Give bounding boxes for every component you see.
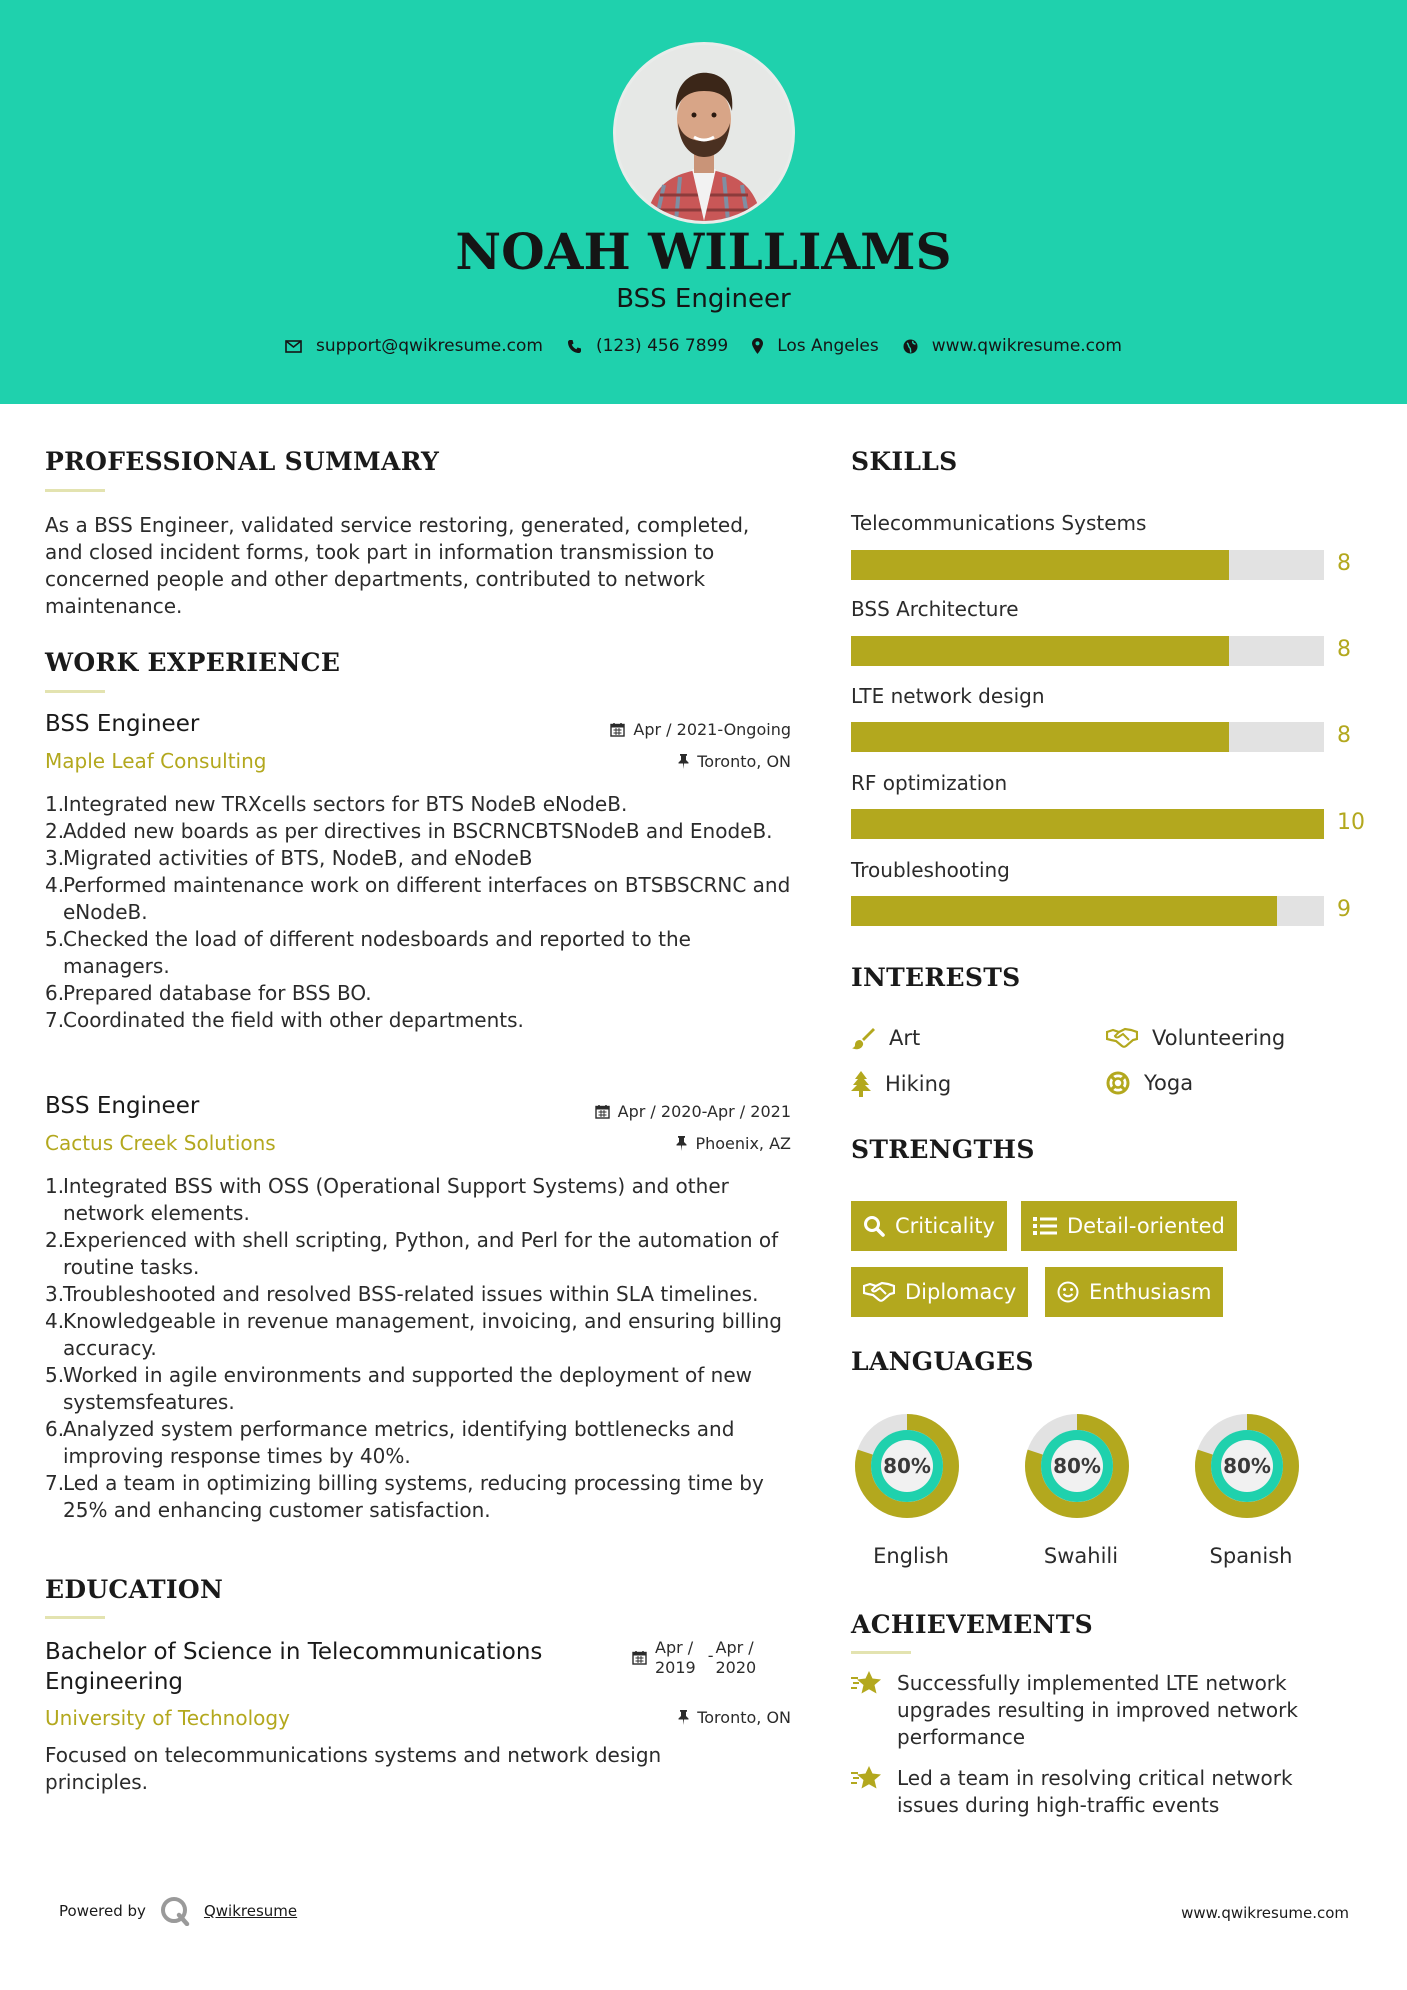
job-dates-text: Apr / 2020-Apr / 2021: [617, 1102, 791, 1121]
tree-icon: [851, 1071, 871, 1097]
education-dates: [632, 1638, 756, 1678]
skill-bar: [851, 896, 1324, 926]
map-marker-icon: [752, 338, 763, 354]
language-name: Spanish: [1209, 1544, 1293, 1568]
handshake-icon: [1106, 1027, 1138, 1049]
website-text: www.qwikresume.com: [931, 336, 1122, 356]
education-description: Focused on telecommunications systems and network design principles.: [45, 1743, 662, 1794]
strength-badge: [851, 1201, 1007, 1251]
resume-header: [0, 0, 1407, 404]
list-item: 4. Knowledgeable in revenue management, invoicing, and ensuring billing accuracy.: [45, 1309, 782, 1360]
skill-bar-fill: [851, 809, 1324, 839]
language-name: English: [873, 1544, 949, 1568]
achievement-item: [851, 1670, 1341, 1751]
list-item: 5. Checked the load of different nodesboards and reported to the managers.: [45, 927, 691, 978]
list-item: 3. Troubleshooted and resolved BSS-related issues within SLA timelines.: [45, 1282, 759, 1306]
date-separator: -: [707, 1646, 714, 1665]
list-item: 1. Integrated BSS with OSS (Operational Support Systems) and other network elements.: [45, 1174, 729, 1225]
education-heading: EDUCATION: [45, 1575, 224, 1604]
phone-icon: [567, 339, 582, 354]
language-name: Swahili: [1043, 1544, 1119, 1568]
location-text: Los Angeles: [777, 336, 879, 356]
achievements-rule: [851, 1651, 911, 1654]
job-duties-list: [45, 791, 800, 1034]
globe-icon: [903, 339, 918, 354]
summary-rule: [45, 489, 105, 492]
skill-bar-fill: [851, 636, 1229, 666]
education-start-month: Apr /: [655, 1638, 694, 1657]
job-location-text: Toronto, ON: [697, 752, 791, 771]
powered-by-text: Powered by: [59, 1902, 146, 1920]
skill-value: 9: [1337, 897, 1351, 922]
language-donut: [855, 1414, 959, 1518]
language-donut: [1025, 1414, 1129, 1518]
footer-powered-by: [59, 1896, 297, 1926]
paintbrush-icon: [851, 1026, 875, 1050]
smile-icon: [1057, 1281, 1079, 1303]
list-item: 2. Added new boards as per directives in BSCRNCBTSNodeB and EnodeB.: [45, 819, 773, 843]
profile-photo: [613, 42, 795, 224]
star-icon: [851, 1765, 883, 1791]
achievements-heading: ACHIEVEMENTS: [851, 1610, 1093, 1639]
qwikresume-link[interactable]: Qwikresume: [203, 1902, 298, 1920]
school-name: University of Technology: [45, 1706, 290, 1730]
interest-label: Volunteering: [1152, 1026, 1286, 1050]
job-title: BSS Engineer: [45, 1093, 200, 1119]
education-location-text: Toronto, ON: [697, 1708, 791, 1727]
summary-heading: PROFESSIONAL SUMMARY: [45, 447, 440, 476]
summary-text: As a BSS Engineer, validated service restoring, generated, completed, and closed incident forms, took part in information transmission to concerned people and other departments, contributed to network maintenance.: [45, 513, 750, 618]
education-end-month: Apr /: [715, 1638, 754, 1657]
candidate-role: BSS Engineer: [616, 284, 791, 314]
job-location: [480, 752, 791, 771]
job-dates: [480, 720, 791, 739]
list-item: 7. Coordinated the field with other departments.: [45, 1008, 524, 1032]
company-name: Cactus Creek Solutions: [45, 1131, 276, 1155]
contact-bar: [0, 336, 1407, 356]
contact-phone[interactable]: [567, 336, 728, 356]
education-start-year: 2019: [655, 1658, 696, 1677]
education-location: [480, 1708, 791, 1727]
skill-name: Telecommunications Systems: [851, 511, 1147, 535]
achievement-item: [851, 1765, 1341, 1819]
phone-text: (123) 456 7899: [595, 336, 729, 356]
skill-name: LTE network design: [851, 684, 1045, 708]
education-rule: [45, 1616, 105, 1619]
experience-heading: WORK EXPERIENCE: [45, 648, 341, 677]
list-item: 6. Prepared database for BSS BO.: [45, 981, 372, 1005]
list-item: 7. Led a team in optimizing billing systems, reducing processing time by 25% and enhancing customer satisfaction.: [45, 1471, 764, 1522]
skill-name: BSS Architecture: [851, 597, 1019, 621]
skill-bar-fill: [851, 550, 1229, 580]
envelope-icon: [285, 340, 302, 353]
skill-bar: [851, 636, 1324, 666]
interest-label: Art: [889, 1026, 921, 1050]
skill-name: Troubleshooting: [851, 858, 1010, 882]
interest-yoga: [1106, 1071, 1193, 1095]
job-dates: [480, 1102, 791, 1121]
qwikresume-logo-icon: [160, 1896, 194, 1926]
list-item: 1. Integrated new TRXcells sectors for BTS NodeB eNodeB.: [45, 792, 628, 816]
language-percent: 80%: [1223, 1454, 1271, 1478]
job-duties-list: [45, 1173, 800, 1524]
strength-label: Detail-oriented: [1067, 1214, 1225, 1238]
skill-value: 10: [1337, 810, 1365, 835]
list-item: 6. Analyzed system performance metrics, identifying bottlenecks and improving response times by 40%.: [45, 1417, 735, 1468]
star-icon: [851, 1670, 883, 1696]
interest-label: Hiking: [885, 1072, 952, 1096]
interests-heading: INTERESTS: [851, 963, 1021, 992]
achievement-text: Led a team in resolving critical network issues during high-traffic events: [897, 1766, 1293, 1817]
skill-bar-fill: [851, 896, 1277, 926]
contact-website[interactable]: [903, 336, 1122, 356]
skill-bar: [851, 722, 1324, 752]
languages-heading: LANGUAGES: [851, 1347, 1034, 1376]
pushpin-icon: [678, 1710, 689, 1725]
language-donut: [1195, 1414, 1299, 1518]
skill-value: 8: [1337, 551, 1351, 576]
contact-email[interactable]: [285, 336, 543, 356]
job-title: BSS Engineer: [45, 711, 200, 737]
company-name: Maple Leaf Consulting: [45, 749, 267, 773]
calendar-icon: [595, 1104, 610, 1119]
interest-hiking: [851, 1071, 951, 1097]
job-dates-text: Apr / 2021-Ongoing: [633, 720, 791, 739]
skill-value: 8: [1337, 723, 1351, 748]
strength-label: Criticality: [895, 1214, 995, 1238]
experience-rule: [45, 690, 105, 693]
lifebuoy-icon: [1106, 1071, 1130, 1095]
strength-label: Enthusiasm: [1089, 1280, 1212, 1304]
footer-url[interactable]: www.qwikresume.com: [1181, 1904, 1349, 1922]
skill-value: 8: [1337, 637, 1351, 662]
strength-badge: [1021, 1201, 1237, 1251]
pushpin-icon: [676, 1136, 687, 1151]
interest-label: Yoga: [1144, 1071, 1194, 1095]
strength-badge: [851, 1267, 1028, 1317]
skill-bar: [851, 809, 1324, 839]
strength-label: Diplomacy: [905, 1280, 1017, 1304]
skill-bar-fill: [851, 722, 1229, 752]
degree-title: Bachelor of Science in Telecommunications Engineering: [45, 1639, 543, 1695]
job-location: [480, 1134, 791, 1153]
list-item: 2. Experienced with shell scripting, Python, and Perl for the automation of routine tasks.: [45, 1228, 779, 1279]
interest-volunteering: [1106, 1026, 1285, 1050]
achievement-text: Successfully implemented LTE network upgrades resulting in improved network performance: [897, 1671, 1298, 1749]
email-text: support@qwikresume.com: [316, 336, 543, 356]
languages-chart: [845, 1404, 1325, 1534]
language-percent: 80%: [1053, 1454, 1101, 1478]
contact-location: [752, 336, 879, 356]
list-item: 3. Migrated activities of BTS, NodeB, and eNodeB: [45, 846, 533, 870]
calendar-icon: [610, 722, 625, 737]
list-item: 5. Worked in agile environments and supported the deployment of new systemsfeatures.: [45, 1363, 753, 1414]
skill-bar: [851, 550, 1324, 580]
pushpin-icon: [678, 754, 689, 769]
search-icon: [863, 1215, 885, 1237]
interest-art: [851, 1026, 920, 1050]
strengths-heading: STRENGTHS: [851, 1135, 1035, 1164]
language-percent: 80%: [883, 1454, 931, 1478]
skill-name: RF optimization: [851, 771, 1008, 795]
list-item: 4. Performed maintenance work on different interfaces on BTSBSCRNC and eNodeB.: [45, 873, 791, 924]
education-end-year: 2020: [715, 1658, 757, 1677]
skills-heading: SKILLS: [851, 447, 958, 476]
calendar-icon: [632, 1650, 647, 1665]
strength-badge: [1045, 1267, 1223, 1317]
candidate-name: NOAH WILLIAMS: [455, 222, 952, 281]
handshake-icon: [863, 1281, 895, 1303]
job-location-text: Phoenix, AZ: [695, 1134, 791, 1153]
list-icon: [1033, 1216, 1057, 1236]
